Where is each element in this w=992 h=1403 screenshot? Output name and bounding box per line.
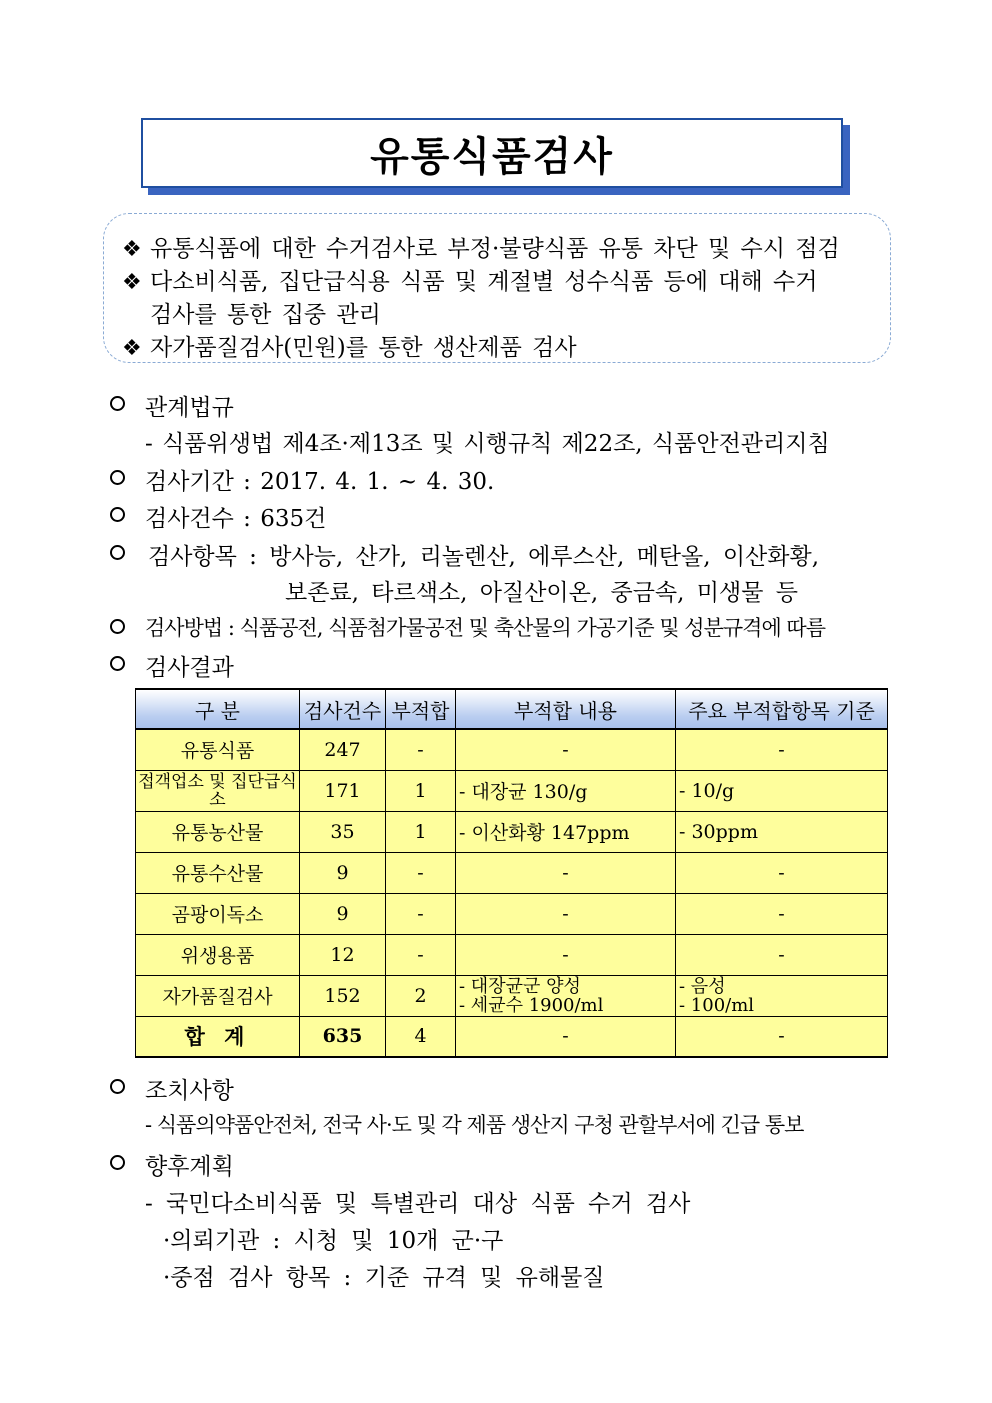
cell-category: 위생용품 xyxy=(136,934,300,975)
table-row xyxy=(136,770,888,811)
cell-category: 유통농산물 xyxy=(136,811,300,852)
inspection-period: 검사기간 : 2017. 4. 1. ~ 4. 30. xyxy=(145,469,495,495)
cell-content: - xyxy=(456,934,676,975)
summary-box xyxy=(103,213,891,363)
law-detail: - 식품위생법 제4조·제13조 및 시행규칙 제22조, 식품안전관리지침 xyxy=(145,431,830,457)
cell-content: - xyxy=(456,1016,676,1057)
circle-bullet-icon xyxy=(110,396,125,411)
cell-standard: - xyxy=(676,1016,888,1057)
circle-bullet-icon xyxy=(110,1155,125,1170)
result-label: 검사결과 xyxy=(145,655,234,681)
law-label: 관계법규 xyxy=(145,395,234,421)
table-row xyxy=(136,811,888,852)
cell-category: 자가품질검사 xyxy=(136,975,300,1016)
cell-count: 12 xyxy=(300,934,386,975)
cell-category: 접객업소 및 집단급식소 xyxy=(136,770,300,811)
page-title: 유통식품검사 xyxy=(370,133,614,180)
plan-sub-item: ·의뢰기관 : 시청 및 10개 군·구 xyxy=(163,1228,504,1254)
circle-bullet-icon xyxy=(110,470,125,485)
page-title-box xyxy=(141,118,843,188)
header-count: 검사건수 xyxy=(300,689,386,729)
inspection-method: 검사방법 : 식품공전, 식품첨가물공전 및 축산물의 가공기준 및 성분규격에 따름 xyxy=(145,616,825,640)
cell-count: 635 xyxy=(300,1016,386,1057)
plan-detail: - 국민다소비식품 및 특별관리 대상 식품 수거 검사 xyxy=(145,1191,691,1217)
cell-standard: - 30ppm xyxy=(676,811,888,852)
table-header-row xyxy=(136,689,888,729)
cell-standard: - xyxy=(676,729,888,770)
header-content: 부적합 내용 xyxy=(456,689,676,729)
header-standard: 주요 부적합항목 기준 xyxy=(676,689,888,729)
results-table xyxy=(135,688,888,1058)
inspection-items: 검사항목 : 방사능, 산가, 리놀렌산, 에루스산, 메탄올, 이산화황, xyxy=(148,544,820,570)
summary-item: ❖ 다소비식품, 집단급식용 식품 및 계절별 성수식품 등에 대해 수거 xyxy=(122,269,818,295)
action-label: 조치사항 xyxy=(145,1078,234,1104)
cell-fail: 1 xyxy=(386,811,456,852)
circle-bullet-icon xyxy=(110,545,125,560)
cell-content: - 대장균 130/g xyxy=(456,770,676,811)
cell-content-line: - 세균수 1900/ml xyxy=(459,994,604,1016)
header-category: 구 분 xyxy=(136,689,300,729)
table-row xyxy=(136,852,888,893)
cell-content: - xyxy=(456,893,676,934)
cell-content-line: - 대장균군 양성 xyxy=(459,975,581,997)
cell-standard: - xyxy=(676,934,888,975)
circle-bullet-icon xyxy=(110,619,125,634)
plan-sub-item: ·중점 검사 항목 : 기준 규격 및 유해물질 xyxy=(163,1265,605,1291)
diamond-bullet-icon: ❖ xyxy=(122,237,142,262)
cell-count: 171 xyxy=(300,770,386,811)
diamond-bullet-icon: ❖ xyxy=(122,270,142,295)
cell-fail: 4 xyxy=(386,1016,456,1057)
cell-count: 9 xyxy=(300,852,386,893)
inspection-items-continued: 보존료, 타르색소, 아질산이온, 중금속, 미생물 등 xyxy=(285,580,798,606)
inspection-count: 검사건수 : 635건 xyxy=(145,506,327,532)
cell-content: - xyxy=(456,852,676,893)
cell-standard: - xyxy=(676,893,888,934)
cell-fail: 1 xyxy=(386,770,456,811)
cell-fail: 2 xyxy=(386,975,456,1016)
diamond-bullet-icon: ❖ xyxy=(122,336,142,361)
cell-fail: - xyxy=(386,852,456,893)
table-row xyxy=(136,934,888,975)
cell-standard xyxy=(676,975,888,1016)
cell-count: 35 xyxy=(300,811,386,852)
cell-category: 합 계 xyxy=(136,1016,300,1057)
cell-count: 247 xyxy=(300,729,386,770)
cell-content: - 이산화황 147ppm xyxy=(456,811,676,852)
cell-category: 곰팡이독소 xyxy=(136,893,300,934)
action-detail: - 식품의약품안전처, 전국 사·도 및 각 제품 생산지 구청 관할부서에 긴급 통보 xyxy=(145,1113,804,1137)
cell-standard-line: - 음성 xyxy=(679,975,726,997)
header-fail: 부적합 xyxy=(386,689,456,729)
cell-category: 유통식품 xyxy=(136,729,300,770)
table-row xyxy=(136,893,888,934)
circle-bullet-icon xyxy=(110,1079,125,1094)
cell-content xyxy=(456,975,676,1016)
circle-bullet-icon xyxy=(110,656,125,671)
table-total-row xyxy=(136,1016,888,1057)
cell-fail: - xyxy=(386,893,456,934)
cell-standard: - xyxy=(676,852,888,893)
cell-fail: - xyxy=(386,934,456,975)
plan-label: 향후계획 xyxy=(145,1154,234,1180)
summary-item: ❖ 자가품질검사(민원)를 통한 생산제품 검사 xyxy=(122,335,577,361)
summary-item-continued: 검사를 통한 집중 관리 xyxy=(150,302,381,328)
cell-standard: - 10/g xyxy=(676,770,888,811)
cell-standard-line: - 100/ml xyxy=(679,994,755,1016)
summary-item: ❖ 유통식품에 대한 수거검사로 부정·불량식품 유통 차단 및 수시 점검 xyxy=(122,236,840,262)
table-row xyxy=(136,975,888,1016)
cell-count: 9 xyxy=(300,893,386,934)
circle-bullet-icon xyxy=(110,507,125,522)
cell-category: 유통수산물 xyxy=(136,852,300,893)
cell-count: 152 xyxy=(300,975,386,1016)
cell-fail: - xyxy=(386,729,456,770)
table-row xyxy=(136,729,888,770)
cell-content: - xyxy=(456,729,676,770)
